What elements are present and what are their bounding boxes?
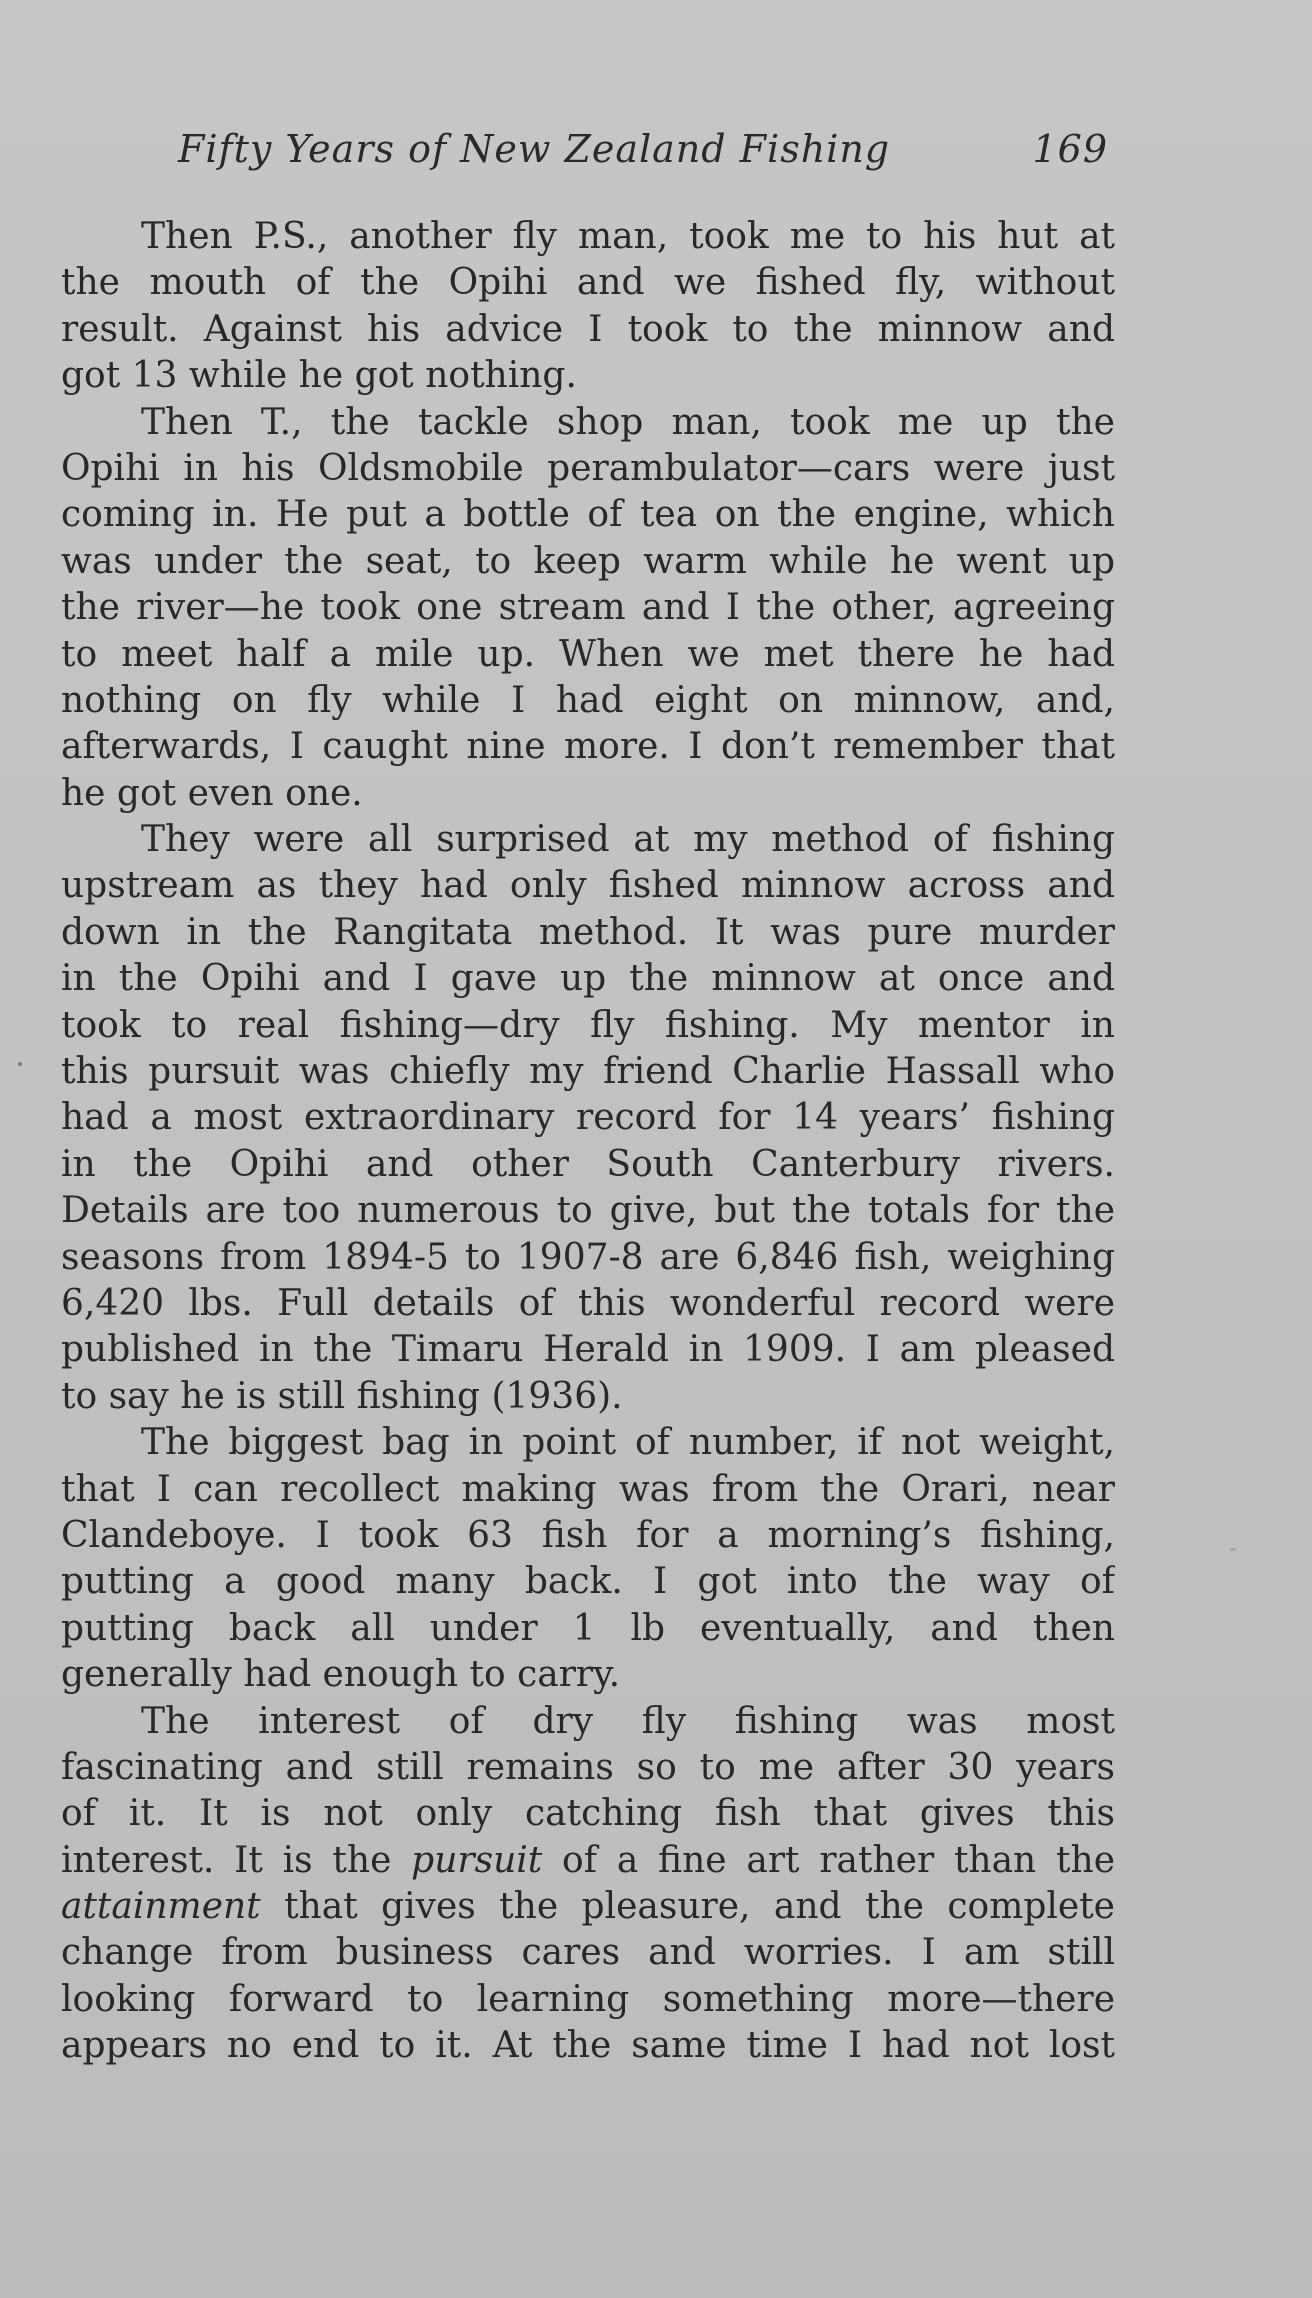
text-line: nothing on fly while I had eight on minnow, and, [61, 679, 1115, 721]
text-line: had a most extraordinary record for 14 years’ fishing [61, 1097, 1115, 1139]
text-line: interest. It is the pursuit of a fine art rather than the [61, 1839, 1115, 1881]
text-line: Details are too numerous to give, but the totals for the [61, 1190, 1115, 1232]
text-line: to meet half a mile up. When we met there he had [61, 633, 1115, 675]
margin-mark [1230, 1548, 1236, 1551]
text-line: he got even one. [61, 772, 363, 814]
text-line: appears no end to it. At the same time I had not lost [61, 2025, 1115, 2067]
text-line: the mouth of the Opihi and we fished fly, without [61, 262, 1115, 304]
text-line: Then T., the tackle shop man, took me up the [141, 401, 1115, 443]
text-line: Then P.S., another fly man, took me to his hut at [141, 216, 1115, 257]
text-line: putting a good many back. I got into the way of [61, 1561, 1115, 1603]
text-line: this pursuit was chiefly my friend Charlie Hassall who [61, 1051, 1115, 1093]
text-line: change from business cares and worries. I am still [61, 1932, 1115, 1974]
margin-speck [18, 1062, 22, 1066]
text-line: 6,420 lbs. Full details of this wonderful record were [61, 1282, 1115, 1324]
text-line: putting back all under 1 lb eventually, and then [61, 1607, 1115, 1649]
text-line: upstream as they had only fished minnow across and [61, 865, 1115, 907]
text-line: fascinating and still remains so to me after 30 years [61, 1746, 1115, 1788]
text-line: was under the seat, to keep warm while he went up [61, 540, 1115, 582]
text-line: Clandeboye. I took 63 fish for a morning’s fishing, [61, 1514, 1115, 1556]
text-line: The interest of dry fly fishing was most [141, 1700, 1115, 1742]
text-line: The biggest bag in point of number, if not weight, [141, 1422, 1115, 1464]
text-line: that I can recollect making was from the Orari, near [61, 1468, 1115, 1510]
text-line: published in the Timaru Herald in 1909. I am pleased [61, 1329, 1115, 1371]
text-line: generally had enough to carry. [61, 1654, 621, 1696]
text-line: seasons from 1894-5 to 1907-8 are 6,846 fish, weighing [61, 1236, 1115, 1278]
text-line: took to real fishing—dry fly fishing. My mentor in [61, 1004, 1115, 1046]
text-line: the river—he took one stream and I the other, agreeing [61, 587, 1115, 629]
text-line: looking forward to learning something more—there [61, 1978, 1115, 2020]
text-line: in the Opihi and other South Canterbury rivers. [61, 1143, 1115, 1185]
text-line: afterwards, I caught nine more. I don’t remember that [61, 726, 1115, 768]
text-line: to say he is still fishing (1936). [61, 1375, 623, 1417]
text-line: Opihi in his Oldsmobile perambulator—cars were just [61, 447, 1115, 489]
text-line: attainment that gives the pleasure, and the complete [61, 1886, 1115, 1928]
running-title: Fifty Years of New Zealand Fishing [178, 127, 891, 171]
page-number: 169 [1032, 127, 1108, 171]
text-line: result. Against his advice I took to the minnow and [61, 308, 1115, 350]
text-line: got 13 while he got nothing. [61, 355, 577, 397]
text-line: in the Opihi and I gave up the minnow at once and [61, 958, 1115, 1000]
running-header [178, 122, 1108, 176]
text-line: They were all surprised at my method of fishing [141, 819, 1115, 861]
text-line: down in the Rangitata method. It was pure murder [61, 911, 1115, 953]
text-line: coming in. He put a bottle of tea on the engine, which [61, 494, 1115, 536]
text-line: of it. It is not only catching fish that gives this [61, 1793, 1115, 1835]
body-text [61, 214, 1115, 2070]
